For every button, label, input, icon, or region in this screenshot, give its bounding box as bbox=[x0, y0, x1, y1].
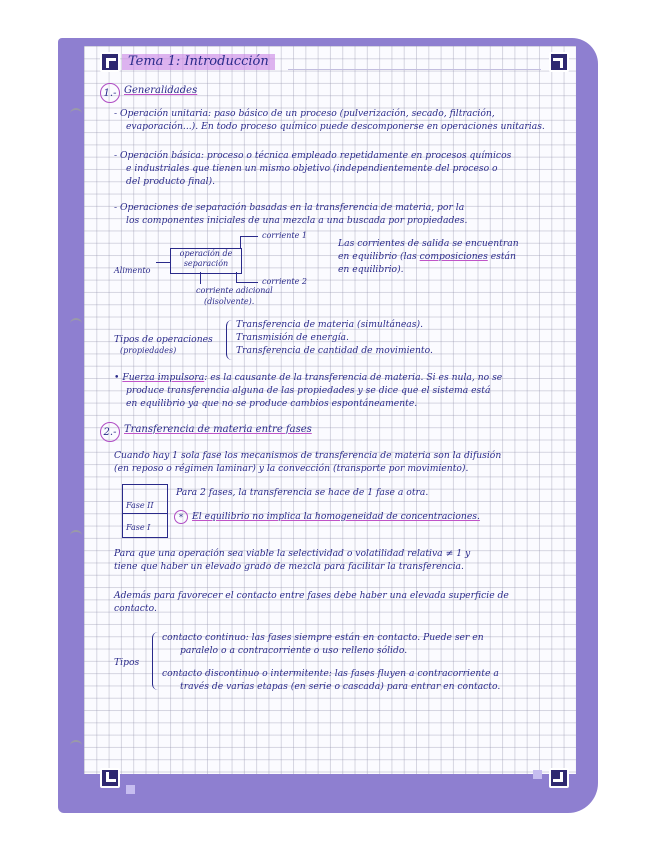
bullet2-line2: e industriales que tienen un mismo objetivo (independientemente del proceso o bbox=[126, 163, 498, 174]
contact-continuous-line2: paralelo o a contracorriente o uso relleno sólido. bbox=[180, 645, 408, 656]
binder-hole-icon bbox=[70, 740, 82, 750]
stream1-line bbox=[240, 236, 241, 248]
side-note-line2 bbox=[338, 251, 516, 263]
types-ops-item1: Transferencia de materia (simultáneas). bbox=[236, 319, 424, 330]
feed-label: Alimento bbox=[114, 266, 151, 275]
phase-left-line bbox=[122, 484, 123, 538]
decor-square bbox=[533, 770, 542, 779]
binder-hole-icon bbox=[70, 318, 82, 328]
bullet2-line1: - Operación básica: proceso o técnica empleado repetidamente en procesos químicos bbox=[114, 150, 512, 161]
driving-force-term: Fuerza impulsora bbox=[122, 372, 205, 383]
brace-icon bbox=[152, 632, 159, 690]
brace-icon bbox=[226, 320, 233, 360]
star-mark-icon: * bbox=[174, 510, 188, 524]
separation-box bbox=[170, 248, 242, 274]
section-number-1: 1.- bbox=[100, 83, 120, 103]
phases-text: Para 2 fases, la transferencia se hace de 1 fase a otra. bbox=[176, 487, 429, 498]
stream2-line bbox=[236, 272, 237, 282]
feed-line bbox=[156, 262, 170, 263]
separation-box-line2: separación bbox=[183, 259, 229, 268]
extra-stream-label1: corriente adicional bbox=[196, 286, 273, 295]
para2-line1: Para que una operación sea viable la selectividad o volatilidad relativa ≠ 1 y bbox=[114, 548, 471, 559]
side-note-line2a: en equilibrio (las bbox=[338, 251, 417, 262]
stream1-arrow bbox=[240, 236, 258, 237]
phase-bottom-line bbox=[122, 537, 168, 538]
extra-stream-line bbox=[200, 272, 201, 284]
bullet3-line1: - Operaciones de separación basadas en la transferencia de materia, por la bbox=[114, 202, 465, 213]
stream1-label: corriente 1 bbox=[262, 231, 307, 240]
phase1-label: Fase I bbox=[126, 523, 151, 532]
phases-note: El equilibrio no implica la homogeneidad de concentraciones. bbox=[192, 511, 480, 522]
bullet1-line2: evaporación...). En todo proceso químico puede descomponerse en operaciones unitarias. bbox=[126, 121, 545, 132]
para1-line2: (en reposo o régimen laminar) y la convección (transporte por movimiento). bbox=[114, 463, 469, 474]
side-note-line1: Las corrientes de salida se encuentran bbox=[338, 238, 519, 249]
types-ops-label1: Tipos de operaciones bbox=[114, 334, 213, 345]
bullet3-line2: los componentes iniciales de una mezcla a una buscada por propiedades. bbox=[126, 215, 468, 226]
bullet4-line1: • Fuerza impulsora: es la causante de la transferencia de materia. Si es nula, no se bbox=[114, 372, 503, 383]
side-note-line2c: están bbox=[490, 251, 516, 262]
bullet4-line2: produce transferencia alguna de las propiedades y se dice que el sistema está bbox=[126, 385, 491, 396]
types-ops-label2: (propiedades) bbox=[120, 346, 177, 355]
binder-hole-icon bbox=[70, 530, 82, 540]
para2-line2: tiene que haber un elevado grado de mezcla para facilitar la transferencia. bbox=[114, 561, 464, 572]
separation-box-line1: operación de bbox=[179, 249, 233, 258]
para1-line1: Cuando hay 1 sola fase los mecanismos de transferencia de materia son la difusión bbox=[114, 450, 502, 461]
corner-mark-top-right-icon bbox=[549, 52, 569, 72]
side-note-line3: en equilibrio). bbox=[338, 264, 404, 275]
contact-discontinuous-line2: través de varias etapas (en serie o cascada) para entrar en contacto. bbox=[180, 681, 501, 692]
extra-stream-label2: (disolvente). bbox=[204, 297, 255, 306]
stream2-arrow bbox=[236, 282, 258, 283]
phase-top-line bbox=[122, 484, 168, 485]
bullet4-line1-text: : es la causante de la transferencia de materia. Si es nula, no se bbox=[204, 372, 503, 383]
phase-interface-line bbox=[122, 513, 168, 514]
bullet2-line3: del producto final). bbox=[126, 176, 216, 187]
section-heading-2: Transferencia de materia entre fases bbox=[124, 424, 312, 435]
page-title: Tema 1: Introducción bbox=[122, 54, 275, 70]
types-ops-item2: Transmisión de energía. bbox=[236, 332, 349, 343]
bullet1-line1: - Operación unitaria: paso básico de un proceso (pulverización, secado, filtración, bbox=[114, 108, 495, 119]
corner-mark-bottom-right-icon bbox=[549, 768, 569, 788]
binder-hole-icon bbox=[70, 108, 82, 118]
contact-types-label: Tipos bbox=[114, 657, 140, 668]
side-note-line2b: composiciones bbox=[419, 251, 488, 262]
corner-mark-bottom-left-icon bbox=[100, 768, 120, 788]
contact-continuous-line1: contacto continuo: las fases siempre están en contacto. Puede ser en bbox=[162, 632, 484, 643]
phase2-label: Fase II bbox=[126, 501, 154, 510]
contact-discontinuous-line1: contacto discontinuo o intermitente: las fases fluyen a contracorriente a bbox=[162, 668, 499, 679]
stream2-label: corriente 2 bbox=[262, 277, 307, 286]
decor-square bbox=[126, 785, 135, 794]
phase-right-line bbox=[167, 484, 168, 538]
title-line bbox=[288, 69, 541, 70]
section-number-2: 2.- bbox=[100, 422, 120, 442]
types-ops-item3: Transferencia de cantidad de movimiento. bbox=[236, 345, 433, 356]
para3-line1: Además para favorecer el contacto entre fases debe haber una elevada superficie de bbox=[114, 590, 509, 601]
bullet4-line3: en equilibrio ya que no se produce cambios espontáneamente. bbox=[126, 398, 418, 409]
corner-mark-top-left-icon bbox=[100, 52, 120, 72]
section-heading-1: Generalidades bbox=[124, 85, 198, 96]
para3-line2: contacto. bbox=[114, 603, 157, 614]
